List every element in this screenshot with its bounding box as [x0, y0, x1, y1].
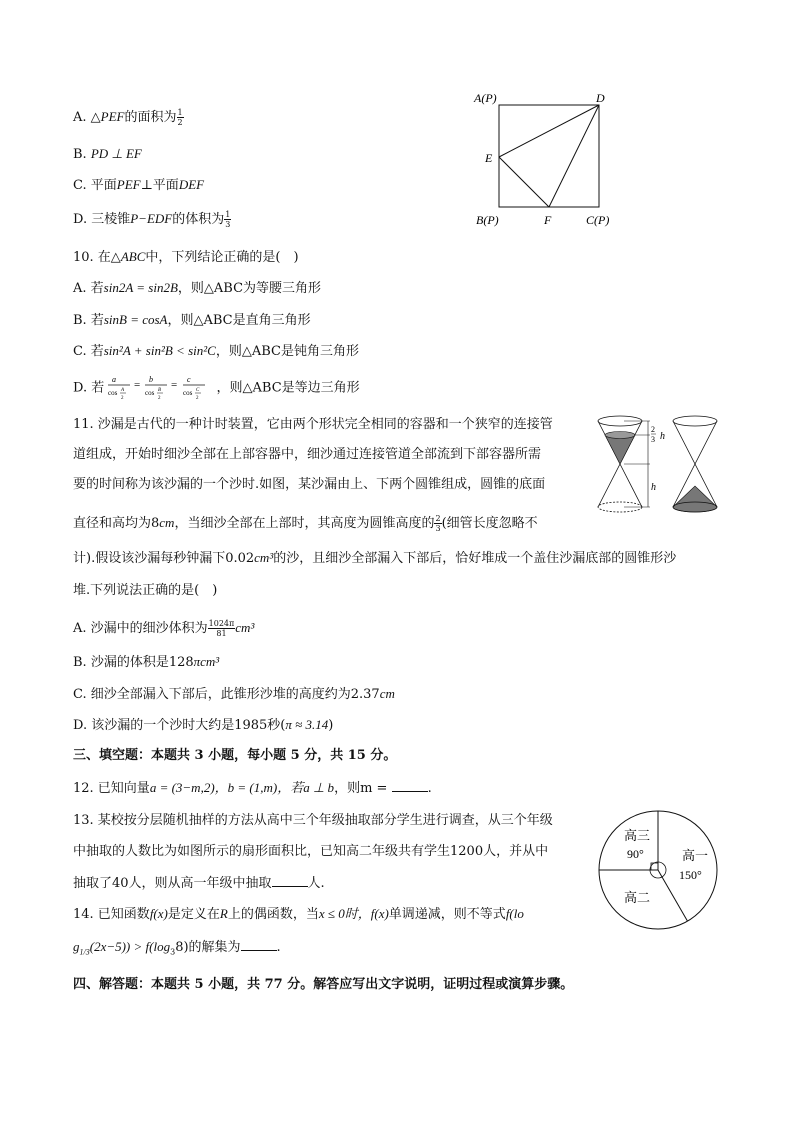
q9-option-b: B. PD ⊥ EF [73, 146, 142, 162]
svg-text:2: 2 [121, 396, 124, 401]
q11-option-c: C. 细沙全部漏入下部后，此锥形沙堆的高度约为2.37cm [73, 686, 395, 702]
q11-option-a: A. 沙漏中的细沙体积为 $\frac{1024\pi}{81}$ cm³ [73, 619, 255, 638]
q11-option-b: B. 沙漏的体积是128πcm³ [73, 654, 220, 670]
svg-text:=: = [134, 379, 141, 391]
label-h-top: h [660, 431, 665, 442]
grade-pie-chart [596, 808, 720, 932]
q13-line-1: 13. 某校按分层随机抽样的方法从高中三个年级抽取部分学生进行调查，从三个年级 [73, 813, 553, 828]
pie-label-g1: 高一 [682, 848, 709, 863]
svg-text:B: B [158, 388, 162, 393]
pie-label-g2: 高二 [624, 890, 651, 905]
hourglass-figure [594, 412, 726, 517]
q13-line-2: 中抽取的人数比为如图所示的扇形面积比，已知高二年级共有学生1200人，并从中 [73, 844, 549, 859]
label-c-p: C(P) [586, 213, 610, 227]
q9-option-c: C. 平面PEF⊥平面DEF [73, 177, 205, 193]
q13-line-3: 抽取了40人，则从高一年级中抽取 人. [73, 876, 325, 891]
q11-line-1: 11. 沙漏是古代的一种计时装置，它由两个形状完全相同的容器和一个狭窄的连接管 [73, 417, 553, 432]
svg-text:2: 2 [651, 425, 655, 434]
q10-option-d-formula [108, 373, 212, 403]
label-h-bottom: h [651, 482, 656, 493]
svg-text:b: b [149, 375, 154, 384]
label-e: E [485, 151, 493, 165]
section-4-heading: 四、解答题：本题共 5 小题，共 77 分。解答应写出文字说明，证明过程或演算步骤。 [73, 977, 574, 992]
q14-line-1: 14. 已知函数f(x)是定义在R上的偶函数，当x ≤ 0时，f(x)单调递减，则不等式f(lo [73, 906, 524, 922]
q10-option-c: C. 若sin²A + sin²B < sin²C，则△ABC是钝角三角形 [73, 343, 359, 359]
q12: 12. 已知向量a = (3−m,2)，b = (1,m)，若a ⊥ b，则m = . [73, 780, 432, 796]
q11-line-5: 计).假设该沙漏每秒钟漏下0.02cm³的沙，且细沙全部漏入下部后，恰好堆成一个盖住沙漏底部的圆锥形沙 [73, 550, 677, 566]
q11-line-4: 直径和高均为8cm，当细沙全部在上部时，其高度为圆锥高度的 $\frac{2}{3}$ (细管长度忽略不 [73, 514, 538, 533]
svg-text:A: A [121, 388, 125, 393]
label-a-p: A(P) [474, 91, 497, 105]
q10-option-b: B. 若sinB = cosA，则△ABC是直角三角形 [73, 312, 311, 328]
q14-line-2: $g_{1/3}(2x-5)) > f(\log_38)$的解集为 . [73, 939, 281, 957]
q13-answer-blank[interactable] [272, 874, 308, 887]
svg-text:=: = [171, 379, 178, 391]
q10-option-a: A. 若sin2A = sin2B，则△ABC为等腰三角形 [73, 280, 322, 296]
pie-angle-g1: 150° [679, 868, 702, 882]
q11-line-6: 堆.下列说法正确的是( ) [73, 583, 218, 598]
q9-option-a: A. △PEF的面积为 $\frac{1}{2}$ [73, 108, 183, 127]
q11-option-d: D. 该沙漏的一个沙时大约是1985秒(π ≈ 3.14) [73, 717, 334, 733]
svg-text:3: 3 [651, 435, 655, 444]
svg-text:2: 2 [196, 396, 199, 401]
pie-angle-g3: 90° [627, 847, 644, 861]
section-3-heading: 三、填空题：本题共 3 小题，每小题 5 分，共 15 分。 [73, 748, 397, 763]
q11-line-2: 道组成，开始时细沙全部在上部容器中，细沙通过连接管道全部流到下部容器所需 [73, 447, 542, 462]
svg-text:cos: cos [145, 389, 155, 397]
q11-line-3: 要的时间称为该沙漏的一个沙时.如图，某沙漏由上、下两个圆锥组成，圆锥的底面 [73, 477, 546, 492]
q12-answer-blank[interactable] [392, 779, 428, 792]
svg-text:C: C [196, 388, 200, 393]
label-d: D [596, 91, 605, 105]
q9-square-figure [470, 88, 620, 230]
svg-text:2: 2 [158, 396, 161, 401]
q10-stem: 10. 在△ABC中，下列结论正确的是( ) [73, 249, 299, 265]
q9-option-d: D. 三棱锥P−EDF的体积为 $\frac{1}{3}$ [73, 210, 231, 229]
svg-text:c: c [187, 375, 191, 384]
q14-answer-blank[interactable] [241, 938, 277, 951]
svg-text:a: a [112, 375, 117, 384]
label-b-p: B(P) [476, 213, 499, 227]
svg-text:cos: cos [183, 389, 193, 397]
pie-label-g3: 高三 [624, 828, 651, 843]
svg-text:cos: cos [108, 389, 118, 397]
label-f: F [544, 213, 552, 227]
q10-option-d: D. 若 a cos A 2 = b cos B 2 = c cos C 2 ，则△ABC是等边三角形 [73, 375, 360, 401]
